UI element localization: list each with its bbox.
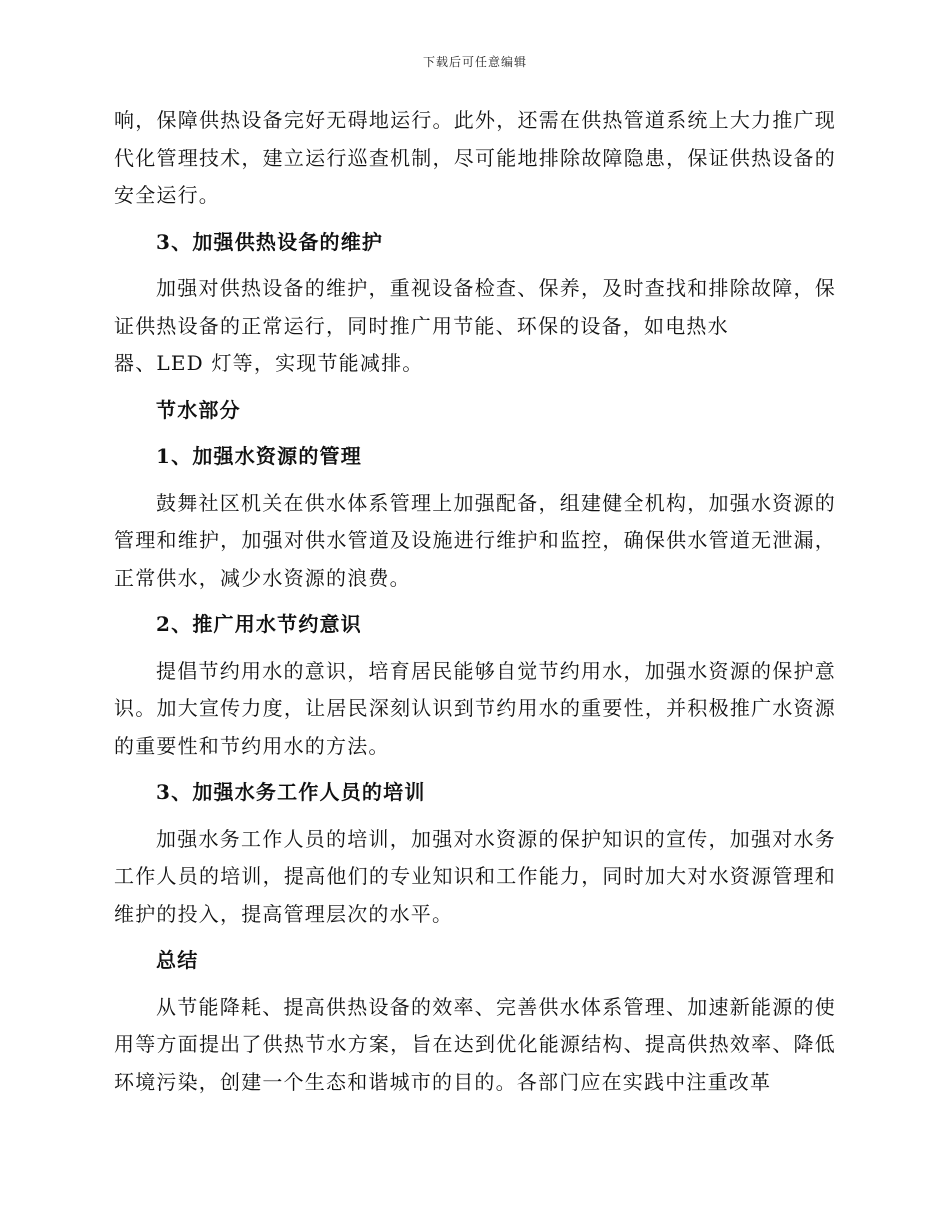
heading-summary: 总结: [156, 948, 199, 972]
paragraph-continuation: 响，保障供热设备完好无碍地运行。此外，还需在供热管道系统上大力推广现代化管理技术，建立运行巡查机制，尽可能地排除故障隐患，保证供热设备的安全运行。: [114, 108, 836, 207]
page-header: 下载后可任意编辑: [422, 55, 527, 69]
paragraph-summary: 从节能降耗、提高供热设备的效率、完善供水体系管理、加速新能源的使用等方面提出了供热节水方案，旨在达到优化能源结构、提高供热效率、降低环境污染，创建一个生态和谐城市的目的。各部门应在实践中注重改革: [114, 994, 836, 1094]
paragraph-water-resource-management: 鼓舞社区机关在供水体系管理上加强配备，组建健全机构，加强水资源的管理和维护，加强对供水管道及设施进行维护和监控，确保供水管道无泄漏，正常供水，减少水资源的浪费。: [114, 490, 836, 590]
document-body: [114, 102, 836, 1101]
heading-water-saving-section: 节水部分: [156, 397, 241, 422]
heading-water-resource-management: 1、加强水资源的管理: [156, 444, 362, 468]
paragraph-water-saving-awareness: 提倡节约用水的意识，培育居民能够自觉节约用水，加强水资源的保护意识。加大宣传力度，让居民深刻认识到节约用水的重要性，并积极推广水资源的重要性和节约用水的方法。: [114, 658, 836, 758]
paragraph-staff-training: 加强水务工作人员的培训，加强对水资源的保护知识的宣传，加强对水务工作人员的培训，提高他们的专业知识和工作能力，同时加大对水资源管理和维护的投入，提高管理层次的水平。: [114, 826, 836, 926]
heading-heating-maintenance: 3、加强供热设备的维护: [156, 229, 384, 254]
paragraph-heating-maintenance-end: 器、LED 灯等，实现节能减排。: [114, 351, 424, 375]
heading-staff-training: 3、加强水务工作人员的培训: [156, 780, 426, 804]
paragraph-heating-maintenance: 加强对供热设备的维护，重视设备检查、保养，及时查找和排除故障，保证供热设备的正常运行，同时推广用节能、环保的设备，如电热水: [114, 276, 836, 338]
heading-water-saving-awareness: 2、推广用水节约意识: [156, 612, 362, 636]
